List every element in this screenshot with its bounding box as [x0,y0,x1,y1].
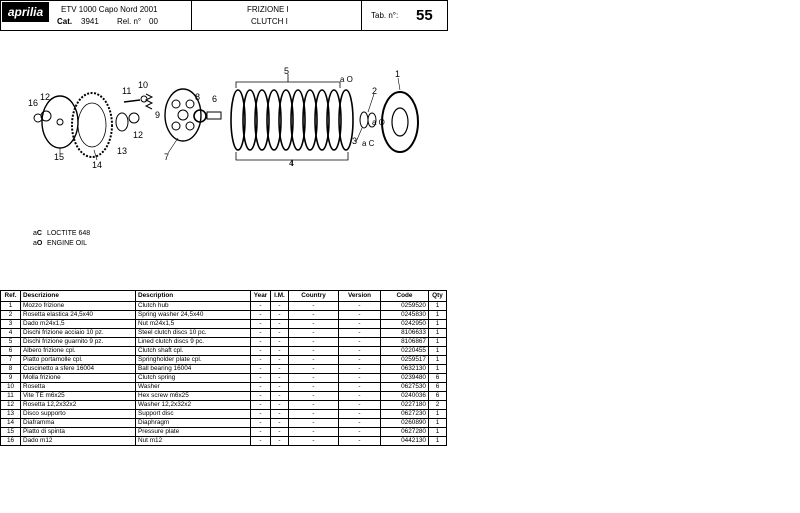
cell-year: - [251,437,271,446]
cell-im: - [271,374,289,383]
part-6-shaft [207,112,221,119]
table-row [1,365,447,374]
cell-year: - [251,320,271,329]
callout-11: 11 [122,86,132,96]
callout-8: 8 [195,92,201,102]
cell-descrizione: Mozzo frizione [21,302,136,311]
cell-country: - [289,410,339,419]
cat-label: Cat. [57,17,73,26]
cell-ref: 3 [1,320,21,329]
cell-year: - [251,347,271,356]
col-version: Version [339,291,381,302]
table-row [1,329,447,338]
cell-im: - [271,410,289,419]
col-im: I.M. [271,291,289,302]
cell-version: - [339,338,381,347]
cell-year: - [251,383,271,392]
cell-version: - [339,410,381,419]
loctite-symbol: aC [33,230,42,237]
callout-12a: 12 [40,92,51,102]
cell-description: Washer [136,383,251,392]
oil-text: ENGINE OIL [46,240,88,247]
cell-description: Clutch hub [136,302,251,311]
parts-catalog-page [0,0,448,458]
cell-im: - [271,383,289,392]
parts-table [0,290,447,446]
cell-country: - [289,329,339,338]
cell-year: - [251,392,271,401]
cell-year: - [251,401,271,410]
cell-code: 0239480 [381,374,429,383]
cell-code: 0627230 [381,410,429,419]
cell-version: - [339,320,381,329]
cell-qty: 1 [429,347,447,356]
aprilia-logo: aprilia [2,2,49,22]
callout-10: 10 [138,80,149,90]
cell-descrizione: Cuscinetto a sfere 16004 [21,365,136,374]
cell-descrizione: Dado m24x1,5 [21,320,136,329]
cell-qty: 6 [429,392,447,401]
cell-description: Diaphragm [136,419,251,428]
table-header-row [1,291,447,302]
callout-1: 1 [395,69,401,79]
cell-qty: 2 [429,401,447,410]
cell-descrizione: Rosetta 12,2x32x2 [21,401,136,410]
cell-version: - [339,437,381,446]
cell-descrizione: Vite TE m6x25 [21,392,136,401]
part-1-clutch-hub [382,92,418,152]
cell-country: - [289,401,339,410]
cell-im: - [271,428,289,437]
cell-code: 0442130 [381,437,429,446]
table-row [1,356,447,365]
cell-year: - [251,374,271,383]
cell-year: - [251,311,271,320]
cell-descrizione: Dischi frizione acciaio 10 pz. [21,329,136,338]
part-2-spring-washer [360,112,368,128]
cell-qty: 1 [429,437,447,446]
cat-value: 3941 [81,17,99,26]
col-year: Year [251,291,271,302]
cell-descrizione: Piatto di spinta [21,428,136,437]
cell-version: - [339,347,381,356]
cell-year: - [251,419,271,428]
table-row [1,302,447,311]
cell-code: 0220455 [381,347,429,356]
callout-15: 15 [54,152,65,162]
cell-version: - [339,383,381,392]
cell-description: Washer 12,2x32x2 [136,401,251,410]
cell-ref: 14 [1,419,21,428]
oil-symbol-callout-2: a O [372,118,385,127]
cell-description: Nut m24x1,5 [136,320,251,329]
cell-im: - [271,365,289,374]
cell-country: - [289,320,339,329]
cell-ref: 6 [1,347,21,356]
table-row [1,338,447,347]
legend-loctite [33,230,90,237]
cell-description: Pressure plate [136,428,251,437]
cell-code: 0259520 [381,302,429,311]
cell-ref: 4 [1,329,21,338]
callout-12b: 12 [133,130,144,140]
cell-im: - [271,329,289,338]
cell-code: 0259517 [381,356,429,365]
col-qty: Qty [429,291,447,302]
cell-year: - [251,338,271,347]
cell-ref: 10 [1,383,21,392]
cell-qty: 1 [429,338,447,347]
cell-version: - [339,419,381,428]
tab-number: 55 [416,7,433,24]
cell-version: - [339,302,381,311]
table-body [1,302,447,446]
callout-4: 4 [289,158,295,168]
table-row [1,392,447,401]
cell-country: - [289,383,339,392]
col-code: Code [381,291,429,302]
cell-version: - [339,428,381,437]
table-row [1,428,447,437]
cell-code: 8106633 [381,329,429,338]
cell-description: Ball bearing 16004 [136,365,251,374]
callout-16: 16 [28,98,39,108]
rel-value: 00 [149,17,158,26]
cell-im: - [271,419,289,428]
cell-qty: 1 [429,329,447,338]
cell-ref: 16 [1,437,21,446]
cell-year: - [251,410,271,419]
cell-code: 0245830 [381,311,429,320]
cell-country: - [289,302,339,311]
cell-code: 8106867 [381,338,429,347]
callout-13: 13 [117,146,128,156]
cell-year: - [251,365,271,374]
cell-ref: 11 [1,392,21,401]
cell-qty: 1 [429,320,447,329]
cell-country: - [289,392,339,401]
cell-country: - [289,356,339,365]
part-9-spring [146,94,152,109]
table-row [1,383,447,392]
table-row [1,320,447,329]
cell-country: - [289,437,339,446]
cell-code: 0242950 [381,320,429,329]
cell-code: 0627280 [381,428,429,437]
cell-code: 0260890 [381,419,429,428]
table-row [1,401,447,410]
cell-country: - [289,365,339,374]
cell-qty: 1 [429,410,447,419]
cell-description: Steel clutch discs 10 pc. [136,329,251,338]
cell-version: - [339,329,381,338]
cell-country: - [289,338,339,347]
cell-descrizione: Rosetta [21,383,136,392]
cell-im: - [271,347,289,356]
cell-im: - [271,311,289,320]
cell-description: Springholder plate cpl. [136,356,251,365]
col-descrizione: Descrizione [21,291,136,302]
table-row [1,437,447,446]
cell-im: - [271,392,289,401]
cell-ref: 15 [1,428,21,437]
cell-descrizione: Piatto portamolle cpl. [21,356,136,365]
cell-code: 0627530 [381,383,429,392]
callout-3: 3 [352,136,358,146]
model-name: ETV 1000 Capo Nord 2001 [61,5,158,14]
table-row [1,311,447,320]
cell-descrizione: Dado m12 [21,437,136,446]
cell-ref: 7 [1,356,21,365]
callout-6: 6 [212,94,218,104]
loctite-symbol-callout: a C [362,139,375,148]
tab-label: Tab. n°: [371,11,399,20]
cell-ref: 2 [1,311,21,320]
cell-version: - [339,374,381,383]
table-row [1,374,447,383]
cell-country: - [289,347,339,356]
callout-7: 7 [164,152,170,162]
cell-ref: 8 [1,365,21,374]
cell-qty: 1 [429,365,447,374]
col-description: Description [136,291,251,302]
table-row [1,347,447,356]
cell-version: - [339,365,381,374]
cell-im: - [271,356,289,365]
cell-im: - [271,437,289,446]
cell-code: 0227180 [381,401,429,410]
oil-symbol: aO [33,240,43,247]
part-12b-washer [129,113,139,123]
cell-ref: 1 [1,302,21,311]
table-row [1,419,447,428]
col-ref: Ref. [1,291,21,302]
cell-descrizione: Disco supporto [21,410,136,419]
cell-qty: 6 [429,383,447,392]
col-country: Country [289,291,339,302]
cell-country: - [289,428,339,437]
clutch-disc-pack [231,90,353,150]
cell-description: Hex screw m6x25 [136,392,251,401]
cell-year: - [251,428,271,437]
cell-country: - [289,374,339,383]
cell-version: - [339,401,381,410]
cell-description: Spring washer 24,5x40 [136,311,251,320]
oil-symbol-callout: a O [340,75,353,84]
cell-ref: 9 [1,374,21,383]
cell-year: - [251,356,271,365]
cell-year: - [251,329,271,338]
part-11-screw [124,100,140,102]
cell-descrizione: Diaframma [21,419,136,428]
callout-5: 5 [284,66,290,76]
legend-engine-oil [33,240,87,247]
cell-description: Nut m12 [136,437,251,446]
callout-2: 2 [372,86,378,96]
loctite-text: LOCTITE 648 [46,230,91,237]
cell-ref: 12 [1,401,21,410]
cell-descrizione: Rosetta elastica 24,5x40 [21,311,136,320]
cell-qty: 1 [429,419,447,428]
table-row [1,410,447,419]
title-english: CLUTCH I [251,17,288,26]
title-italian: FRIZIONE I [247,5,289,14]
part-10-washer [141,96,147,102]
cell-country: - [289,419,339,428]
cell-qty: 1 [429,356,447,365]
cell-version: - [339,356,381,365]
cell-description: Lined clutch discs 9 pc. [136,338,251,347]
cell-version: - [339,311,381,320]
part-13-support-disc [116,113,128,131]
cell-qty: 1 [429,311,447,320]
cell-ref: 5 [1,338,21,347]
cell-code: 0632130 [381,365,429,374]
cell-im: - [271,338,289,347]
cell-description: Clutch spring [136,374,251,383]
cell-im: - [271,401,289,410]
cell-year: - [251,302,271,311]
cell-country: - [289,311,339,320]
callout-14: 14 [92,160,103,170]
cell-descrizione: Albero frizione cpl. [21,347,136,356]
rel-label: Rel. n° [117,17,142,26]
header-bar [0,0,448,31]
cell-descrizione: Molla frizione [21,374,136,383]
cell-qty: 1 [429,302,447,311]
cell-code: 0240036 [381,392,429,401]
callout-9: 9 [155,110,161,120]
cell-description: Support disc [136,410,251,419]
cell-im: - [271,302,289,311]
cell-descrizione: Dischi frizione guarnito 9 pz. [21,338,136,347]
cell-description: Clutch shaft cpl. [136,347,251,356]
cell-version: - [339,392,381,401]
cell-im: - [271,320,289,329]
cell-ref: 13 [1,410,21,419]
cell-qty: 1 [429,428,447,437]
cell-qty: 6 [429,374,447,383]
